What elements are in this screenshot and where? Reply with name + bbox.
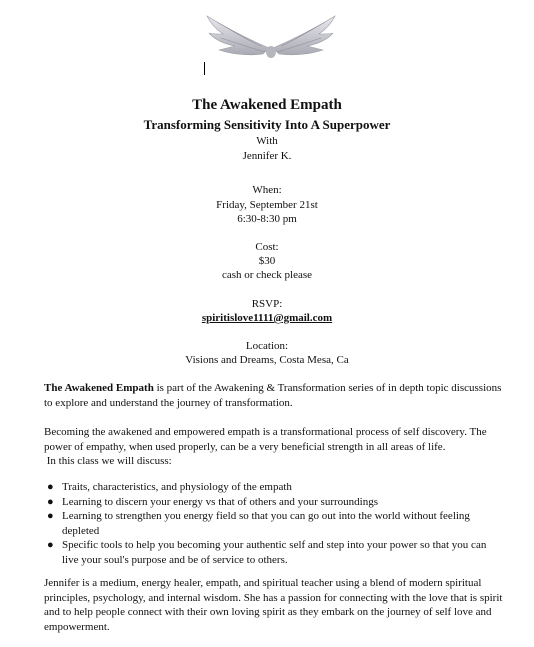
- location-place: Visions and Dreams, Costa Mesa, Ca: [185, 354, 349, 366]
- host-name: Jennifer K.: [242, 150, 292, 162]
- topics-list: [44, 480, 504, 568]
- cost-note: cash or check please: [221, 269, 313, 281]
- event-time: 6:30-8:30 pm: [237, 213, 297, 225]
- list-item: ● Learning to discern your energy vs that of others and your surroundings: [47, 495, 378, 508]
- text-cursor: [204, 62, 205, 75]
- rsvp-email-link[interactable]: spiritislove1111@gmail.com: [201, 312, 333, 324]
- location-label: Location:: [245, 340, 289, 352]
- list-item: ● Specific tools to help you becoming your authentic self and step into your power so that you can live your soul's purpose and be of service to others.: [47, 539, 487, 566]
- intro-bold: The Awakened Empath: [44, 382, 154, 394]
- with-label: With: [256, 135, 278, 147]
- rsvp-label: RSVP:: [251, 298, 283, 310]
- bullet-icon: ●: [47, 495, 54, 508]
- when-label: When:: [252, 184, 282, 196]
- event-date: Friday, September 21st: [216, 199, 318, 211]
- bullet-icon: ●: [47, 510, 54, 523]
- intro-paragraph: The Awakened Empath is part of the Awakening & Transformation series of in depth topic discussions to explore and understand the journey of transformation.: [44, 382, 502, 409]
- list-item: ● Learning to strengthen you energy field so that you can go out into the world without feeling depleted: [47, 510, 470, 537]
- bio-paragraph: Jennifer is a medium, energy healer, empath, and spiritual teacher using a blend of modern spiritual principles, psychology, and internal wisdom. She has a passion for connecting with the love that is spirit and to help people connect with their own loving spirit as they embark on the journey of self love and empowerment.: [44, 577, 503, 633]
- cost-amount: $30: [258, 255, 276, 267]
- list-item: ● Traits, characteristics, and physiology of the empath: [47, 481, 292, 493]
- cost-label: Cost:: [255, 241, 279, 253]
- bullet-icon: ●: [47, 481, 54, 493]
- event-title: The Awakened Empath: [192, 97, 342, 113]
- bullet-icon: ●: [47, 539, 54, 552]
- angel-wings-icon: [203, 12, 339, 62]
- event-subtitle: Transforming Sensitivity Into A Superpower: [143, 117, 391, 132]
- becoming-paragraph: Becoming the awakened and empowered empath is a transformational process of self discovery. The power of empathy, when used properly, can be a very beneficial strength in all areas of life. In this class we will discuss:: [44, 426, 487, 468]
